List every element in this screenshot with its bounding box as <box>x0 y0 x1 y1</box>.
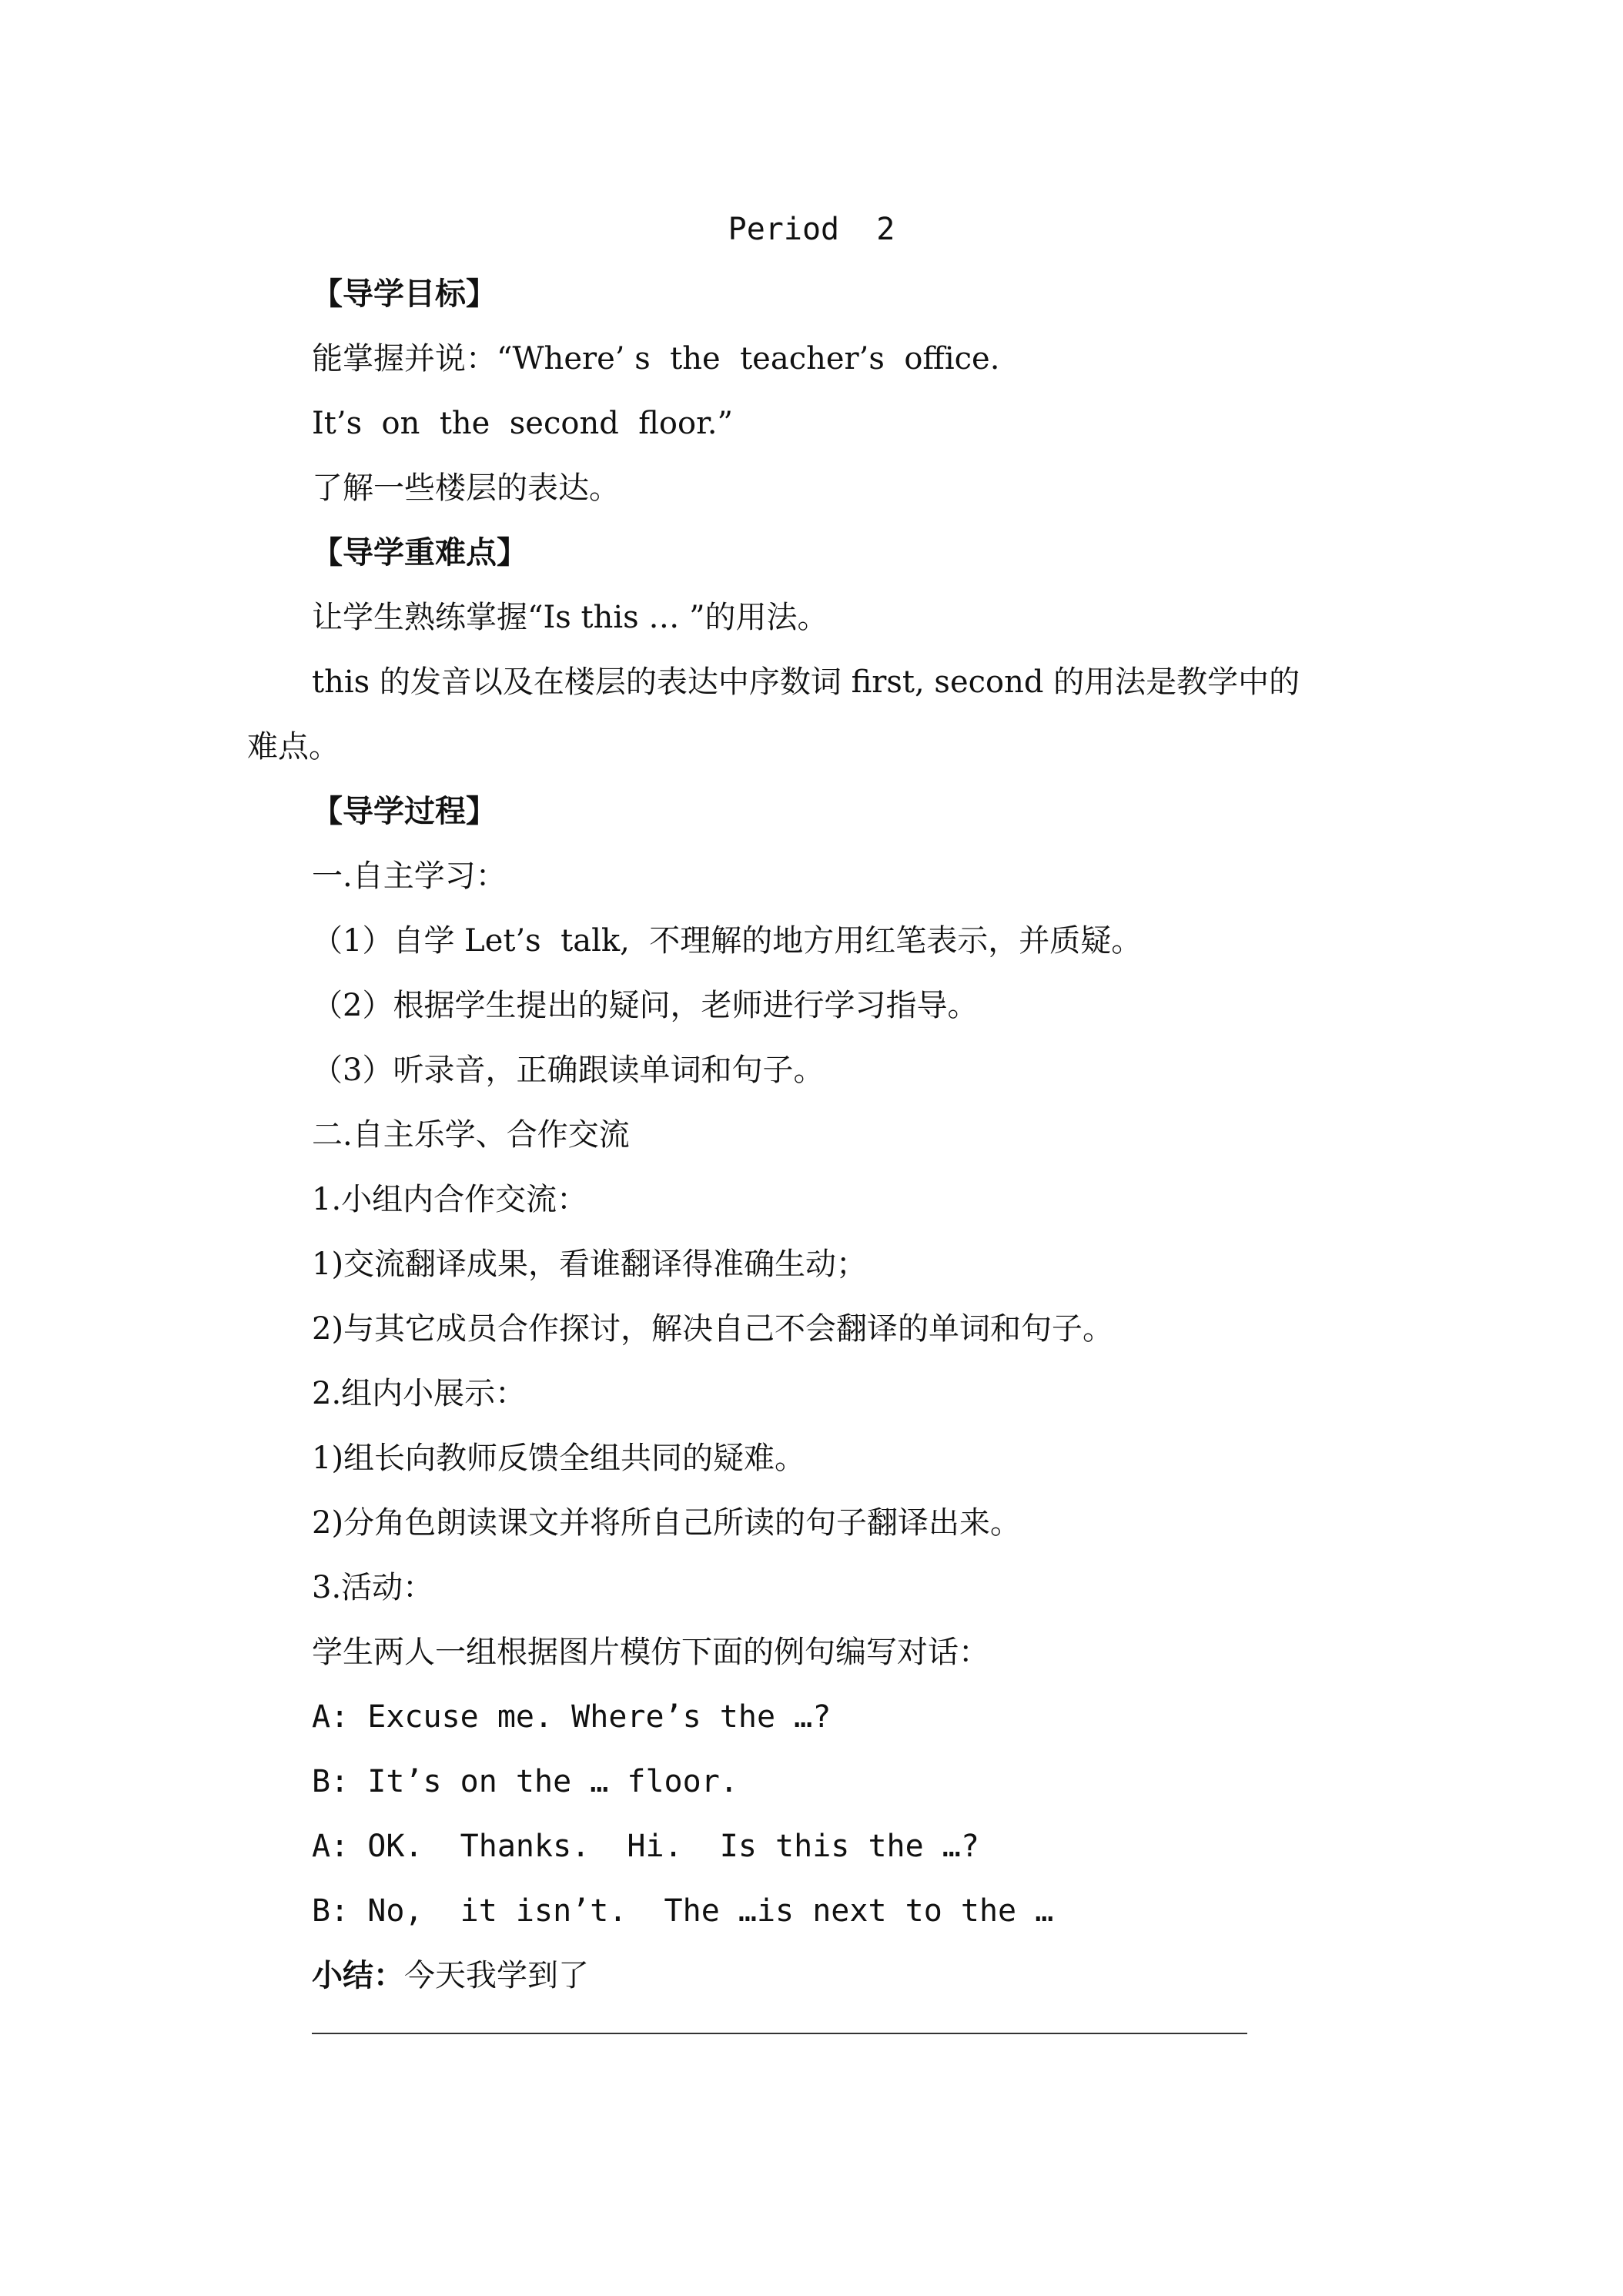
dialogue-line: A: Excuse me. Where’s the …? <box>312 1699 832 1735</box>
difficulties-heading: 【导学重难点】 <box>312 535 527 571</box>
dialogue-line: B: It’s on the … floor. <box>312 1764 738 1799</box>
process-line: 1)组长向教师反馈全组共同的疑难。 <box>312 1441 806 1476</box>
process-line: 1.小组内合作交流： <box>312 1182 588 1217</box>
difficulties-line: 难点。 <box>247 729 340 765</box>
objectives-line: 能掌握并说：“Where’ s the teacher’s office. <box>312 341 1000 377</box>
process-line: （1）自学 Let’s talk, 不理解的地方用红笔表示，并质疑。 <box>312 923 1143 959</box>
answer-underline <box>312 2033 1247 2034</box>
objectives-line: 了解一些楼层的表达。 <box>312 470 620 506</box>
process-line: 二.自主乐学、合作交流 <box>312 1117 630 1153</box>
process-heading: 【导学过程】 <box>312 794 497 829</box>
process-line: 2)分角色朗读课文并将所自己所读的句子翻译出来。 <box>312 1505 1022 1541</box>
process-line: 2)与其它成员合作探讨，解决自己不会翻译的单词和句子。 <box>312 1311 1114 1347</box>
difficulties-line: 让学生熟练掌握“Is this … ”的用法。 <box>312 600 828 635</box>
dialogue-line: A: OK. Thanks. Hi. Is this the …? <box>312 1829 979 1864</box>
process-line: （3）听录音，正确跟读单词和句子。 <box>312 1053 825 1088</box>
dialogue-line: B: No, it isn’t. The …is next to the … <box>312 1893 1054 1929</box>
summary-text: 今天我学到了 <box>404 1958 589 1993</box>
summary-line <box>312 1953 589 1999</box>
process-line: 一.自主学习： <box>312 858 507 894</box>
summary-label: 小结： <box>312 1958 404 1993</box>
difficulties-line: this 的发音以及在楼层的表达中序数词 first, second 的用法是教学中的 <box>312 664 1300 700</box>
objectives-line: It’s on the second floor.” <box>312 406 733 441</box>
process-line: 1)交流翻译成果，看谁翻译得准确生动； <box>312 1247 868 1282</box>
process-line: 3.活动： <box>312 1570 434 1605</box>
process-line: 2.组内小展示： <box>312 1376 527 1411</box>
process-line: （2）根据学生提出的疑问，老师进行学习指导。 <box>312 988 979 1023</box>
page-title: Period 2 <box>728 212 895 247</box>
process-line: 学生两人一组根据图片模仿下面的例句编写对话： <box>312 1635 989 1670</box>
objectives-heading: 【导学目标】 <box>312 276 497 312</box>
